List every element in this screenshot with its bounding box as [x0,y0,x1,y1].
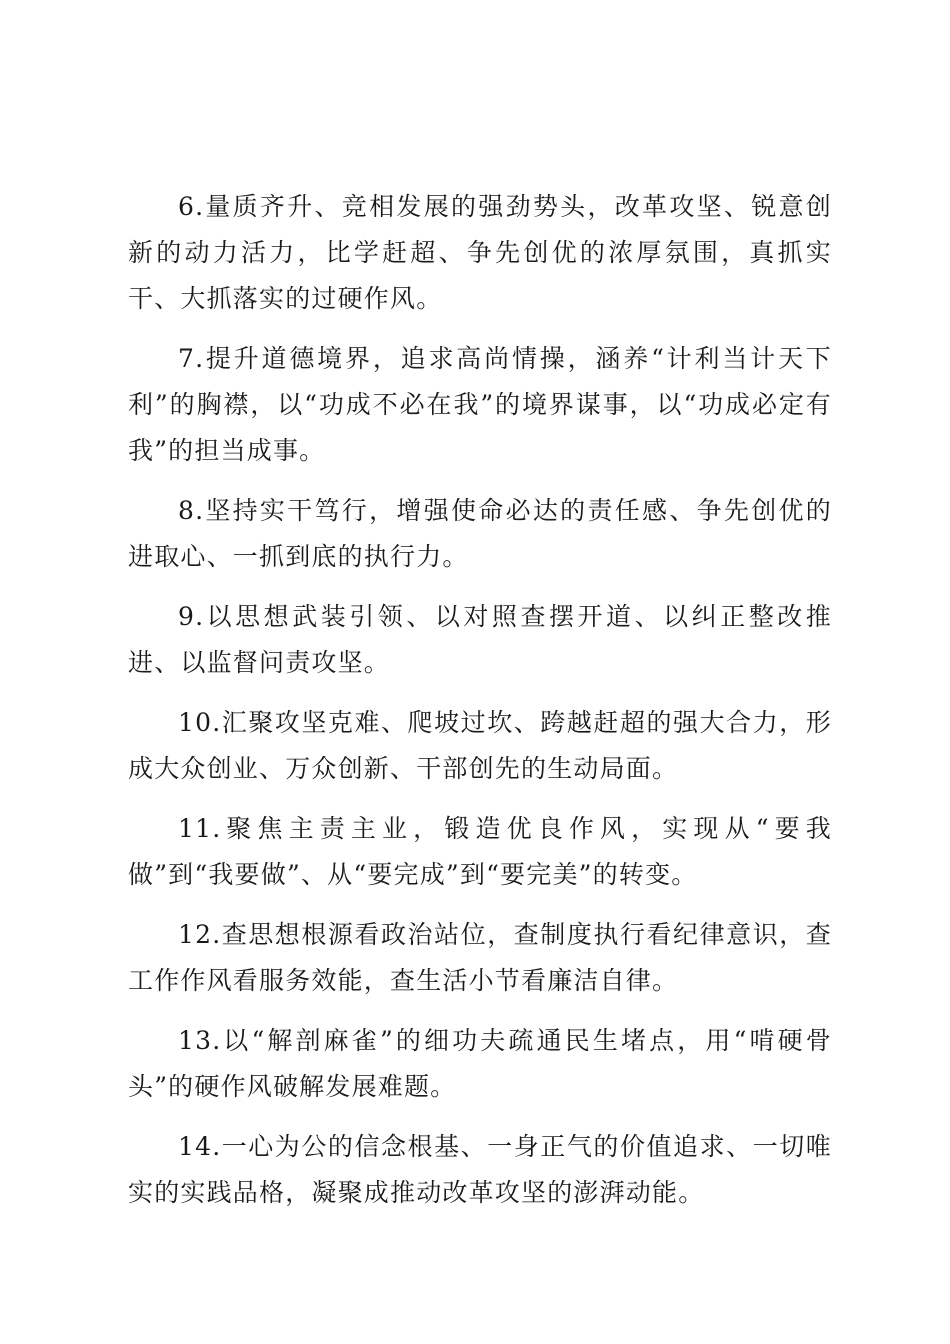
document-body [128,184,832,1230]
paragraph-14: 14.一心为公的信念根基、一身正气的价值追求、一切唯实的实践品格，凝聚成推动改革攻坚的澎湃动能。 [128,1132,832,1207]
paragraph-9: 9.以思想武装引领、以对照查摆开道、以纠正整改推进、以监督问责攻坚。 [128,602,832,677]
paragraph-13: 13.以“解剖麻雀”的细功夫疏通民生堵点，用“啃硬骨头”的硬作风破解发展难题。 [128,1026,832,1101]
paragraph-6: 6.量质齐升、竞相发展的强劲势头，改革攻坚、锐意创新的动力活力，比学赶超、争先创优的浓厚氛围，真抓实干、大抓落实的过硬作风。 [128,192,832,313]
paragraph-11: 11.聚焦主责主业，锻造优良作风，实现从“要我做”到“我要做”、从“要完成”到“要完美”的转变。 [128,814,832,889]
paragraph-10: 10.汇聚攻坚克难、爬坡过坎、跨越赶超的强大合力，形成大众创业、万众创新、干部创先的生动局面。 [128,708,832,783]
paragraph-12: 12.查思想根源看政治站位，查制度执行看纪律意识，查工作作风看服务效能，查生活小节看廉洁自律。 [128,920,832,995]
paragraph-7: 7.提升道德境界，追求高尚情操，涵养“计利当计天下利”的胸襟，以“功成不必在我”的境界谋事，以“功成必定有我”的担当成事。 [128,344,832,465]
paragraph-8: 8.坚持实干笃行，增强使命必达的责任感、争先创优的进取心、一抓到底的执行力。 [128,496,832,571]
